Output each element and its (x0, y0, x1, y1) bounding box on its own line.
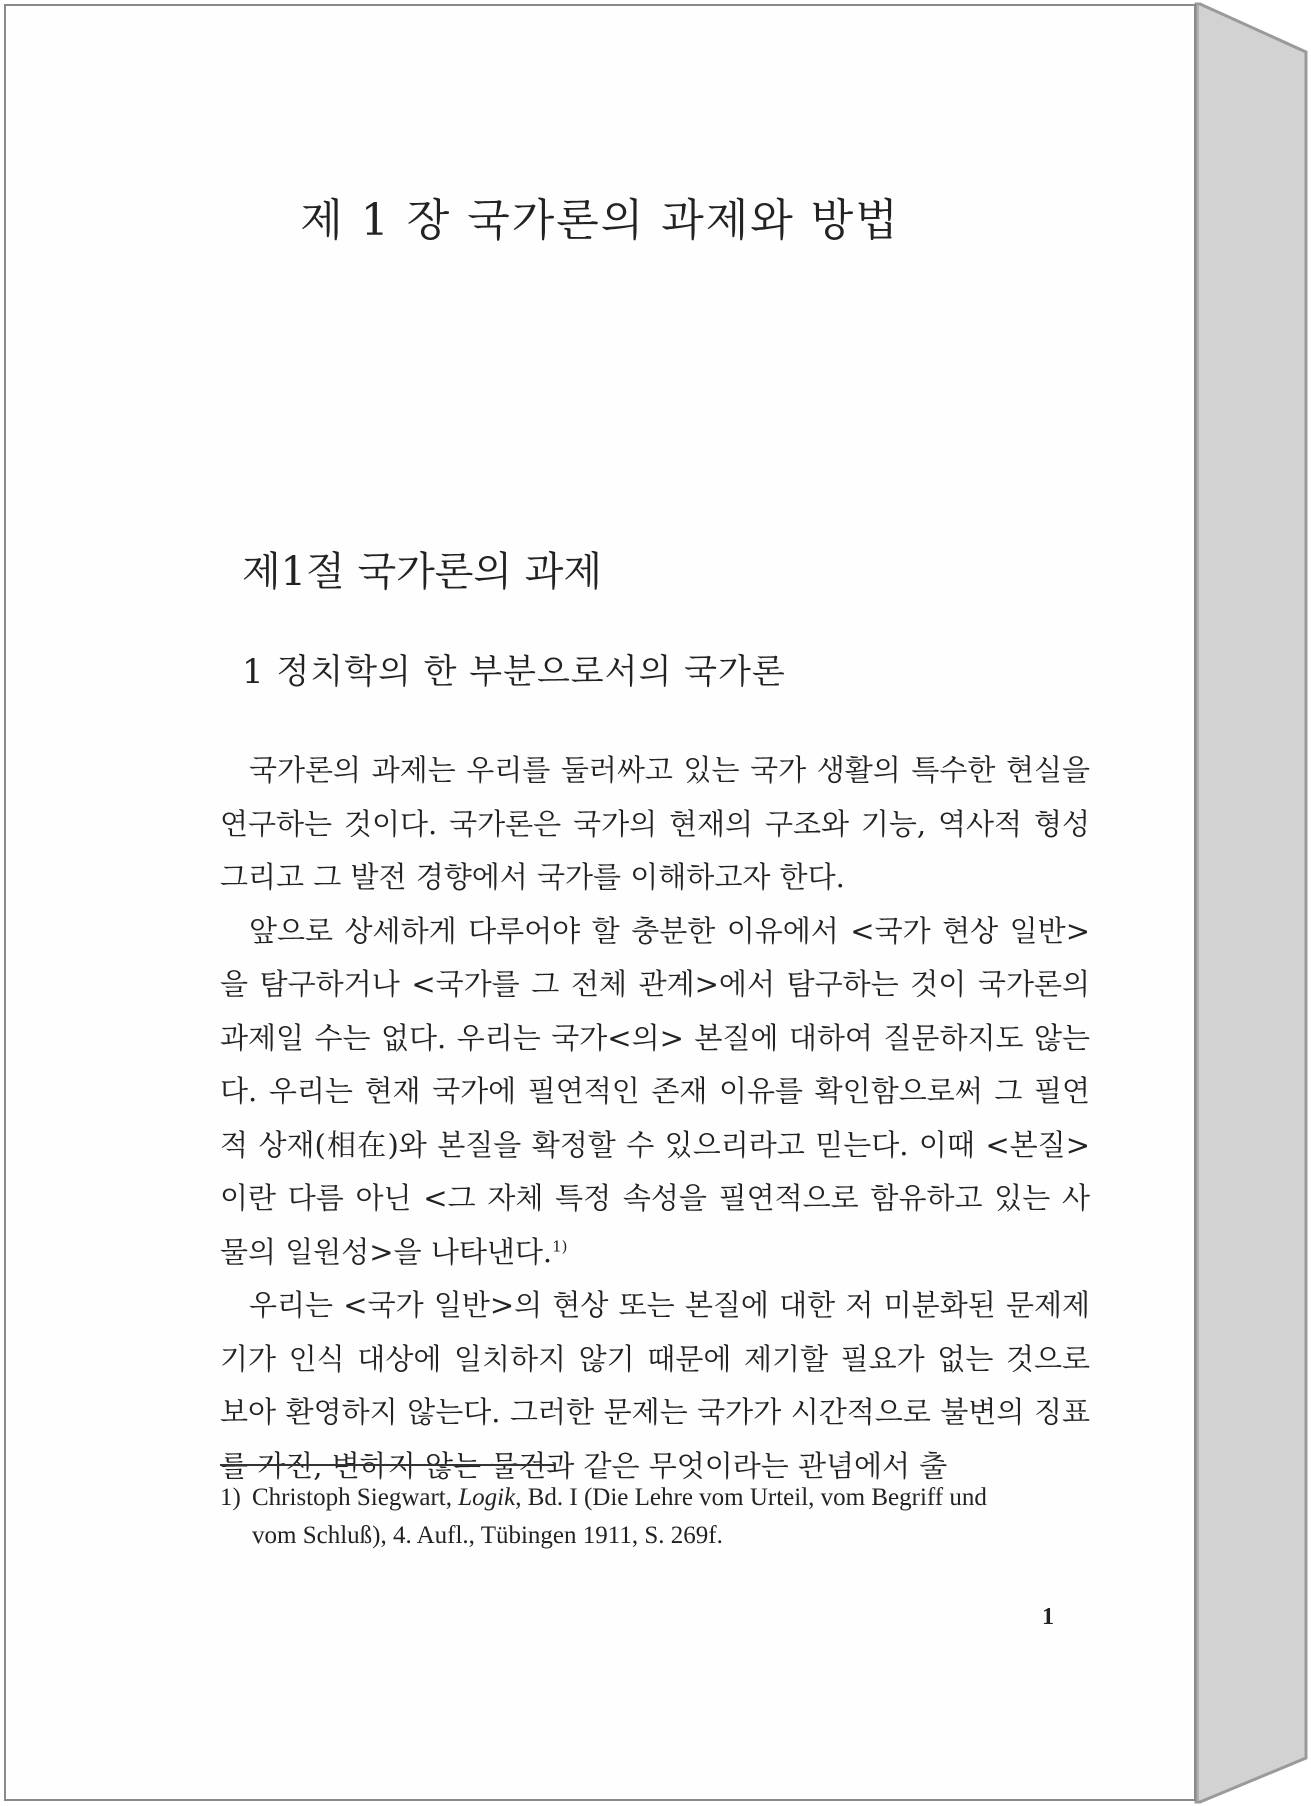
paragraph-3: 우리는 <국가 일반>의 현상 또는 본질에 대한 저 미분화된 문제제기가 인식 대상에 일치하지 않기 때문에 제기할 필요가 없는 것으로 보아 환영하지 않는다. 그러한 문제는 국가가 시간적으로 불변의 징표를 가진, 변하지 않는 물건과 같은 무엇이라는 관념에서 출 (220, 1288, 1090, 1483)
paragraph-2-text: 앞으로 상세하게 다루어야 할 충분한 이유에서 <국가 현상 일반>을 탐구하거나 <국가를 그 전체 관계>에서 탐구하는 것이 국가론의 과제일 수는 없다. 우리는 국가<의> 본질에 대하여 질문하지도 않는다. 우리는 현재 국가에 필연적인 존재 이유를 확인함으로써 그 필연적 상재(相在)와 본질을 확정할 수 있으리라고 믿는다. 이때 <본질>이란 다름 아닌 <그 자체 특정 속성을 필연적으로 함유하고 있는 사물의 일원성>을 나타낸다. (220, 913, 1090, 1269)
chapter-title: 제 1 장 국가론의 과제와 방법 (300, 195, 900, 246)
subsection-title: 1 정치학의 한 부분으로서의 국가론 (242, 652, 786, 692)
paragraph-1: 국가론의 과제는 우리를 둘러싸고 있는 국가 생활의 특수한 현실을 연구하는 것이다. 국가론은 국가의 현재의 구조와 기능, 역사적 형성 그리고 그 발전 경향에서 국가를 이해하고자 한다. (220, 753, 1090, 894)
footnote-number: 1) (220, 1484, 241, 1511)
footnote-author: Christoph Siegwart, (252, 1484, 459, 1511)
section-title: 제1절 국가론의 과제 (242, 549, 602, 595)
footnote-divider (220, 1464, 556, 1466)
document-page (4, 4, 1196, 1801)
footnote-line-2: vom Schluß), 4. Aufl., Tübingen 1911, S. 269f. (252, 1522, 723, 1549)
footnote-work-title: Logik (458, 1484, 516, 1511)
body-text (220, 744, 1090, 1493)
paragraph-2 (220, 905, 1090, 1280)
footnote-marker: 1) (552, 1236, 568, 1255)
footnote-line-1 (220, 1479, 1090, 1517)
page-number: 1 (1042, 1604, 1054, 1630)
footnote-details: , Bd. I (Die Lehre vom Urteil, vom Begriff und (515, 1484, 987, 1511)
footnote (220, 1479, 1090, 1555)
